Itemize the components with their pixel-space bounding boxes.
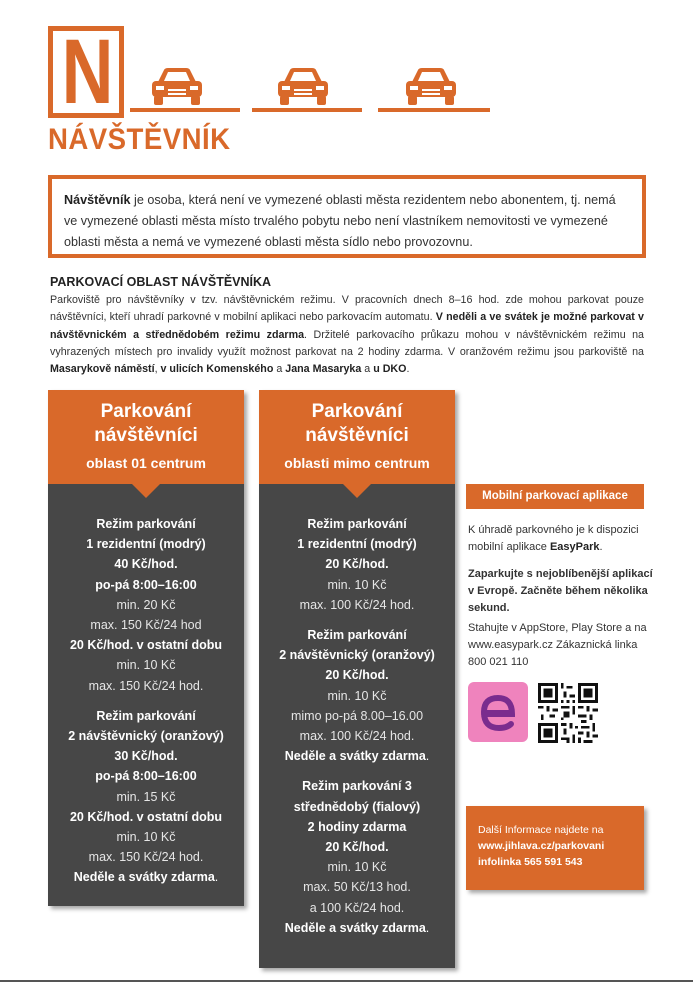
tariff-line: 20 Kč/hod.	[325, 840, 389, 855]
tariff-line: max. 150 Kč/24 hod	[90, 618, 202, 633]
tariff-line: 2 návštěvnický (oranžový)	[68, 729, 224, 744]
underline	[378, 108, 490, 112]
tariff-line: Neděle a svátky zdarma.	[284, 920, 430, 935]
panel-mimo-centrum	[259, 390, 455, 968]
tariff-line: 40 Kč/hod.	[114, 557, 178, 572]
tariff-line: Režim parkování 3	[302, 779, 412, 794]
car-icon	[276, 66, 330, 106]
tariff-line: a 100 Kč/24 hod.	[309, 900, 405, 915]
qr-code[interactable]	[538, 683, 598, 743]
page-title: NÁVŠTĚVNÍK	[48, 123, 231, 156]
underline	[130, 108, 240, 112]
tariff-line: po-pá 8:00–16:00	[95, 577, 197, 592]
panel-title: návštěvníci	[305, 425, 409, 446]
tariff-line: 30 Kč/hod.	[114, 749, 178, 764]
definition-box	[48, 175, 646, 258]
tariff-line: min. 10 Kč	[327, 688, 387, 703]
spacer	[263, 766, 451, 776]
panel-title: návštěvníci	[94, 425, 198, 446]
tariff-line: 2 hodiny zdarma	[307, 819, 407, 834]
tariff-line: Neděle a svátky zdarma.	[73, 870, 219, 885]
big-letter-logo: N	[48, 26, 124, 118]
tariff-line: min. 10 Kč	[116, 658, 176, 673]
underline	[252, 108, 362, 112]
app-intro: K úhradě parkovného je k dispozici mobilní aplikace EasyPark.	[468, 524, 639, 553]
tariff-line: 20 Kč/hod.	[325, 668, 389, 683]
tariff-line: max. 100 Kč/24 hod.	[299, 729, 415, 744]
bottom-rule	[0, 980, 693, 982]
car-icon	[404, 66, 458, 106]
panel-header	[259, 390, 455, 484]
panel-header	[48, 390, 244, 484]
info-phone: infolinka 565 591 543	[478, 856, 583, 868]
panel-body	[48, 484, 244, 898]
section-title: PARKOVACÍ OBLAST NÁVŠTĚVNÍKA	[50, 275, 272, 289]
tariff-line: min. 15 Kč	[116, 789, 176, 804]
tariff-line: max. 150 Kč/24 hod.	[88, 678, 204, 693]
info-link[interactable]: www.jihlava.cz/parkovani	[478, 840, 605, 852]
tariff-line: min. 10 Kč	[327, 577, 387, 592]
info-box	[466, 806, 644, 890]
panel-title: Parkování	[311, 401, 403, 422]
tariff-line: 20 Kč/hod. v ostatní dobu	[69, 638, 223, 653]
tariff-line: Režim parkování	[307, 628, 407, 643]
definition-text: je osoba, která není ve vymezené oblasti města rezidentem nebo abonentem, tj. nemá ve vymezené oblasti města místo trvalého pobytu nebo není vlastníkem nemovitosti ve vymezené oblasti města a nemá ve vymezené oblasti města sídlo nebo provozovnu.	[64, 193, 616, 249]
tariff-line: Režim parkování	[307, 517, 407, 531]
tariff-line: max. 100 Kč/24 hod.	[299, 597, 415, 612]
period: .	[425, 920, 430, 935]
tariff-line: střednědobý (fialový)	[293, 799, 421, 814]
easypark-logo[interactable]	[468, 682, 528, 742]
app-slogan: Zaparkujte s nejoblíbenější aplikací v Evropě. Začněte během několika sekund.	[468, 568, 653, 614]
panel-subtitle: oblasti mimo centrum	[284, 455, 430, 471]
tariff-line: min. 20 Kč	[116, 597, 176, 612]
spacer	[52, 696, 240, 706]
panel-title: Parkování	[100, 401, 192, 422]
tariff-line: 2 návštěvnický (oranžový)	[279, 648, 435, 663]
tariff-line: 1 rezidentní (modrý)	[86, 537, 206, 552]
section-paragraph: Parkoviště pro návštěvníky v tzv. návštěvnickém režimu. V pracovních dnech 8–16 hod. zde mohou parkovat pouze návštěvníci, kteří uhradí parkovné v mobilní aplikaci nebo parkovacím automatu. V neděli a ve svátek je možné parkovat v návštěvnickém a střednědobém režimu zdarma. Držitelé parkovacího průkazu mohou v návštěvnickém režimu na vyhrazených místech pro invalidy využít možnost parkovat na 2 hodiny zdarma. V oranžovém režimu jsou parkoviště na Masarykově náměstí, v ulicích Komenského a Jana Masaryka a u DKO.	[50, 294, 645, 376]
period: .	[425, 749, 430, 764]
tariff-line: max. 150 Kč/24 hod.	[88, 850, 204, 865]
spacer	[263, 615, 451, 625]
app-heading: Mobilní parkovací aplikace	[466, 484, 644, 509]
tariff-line: Neděle a svátky zdarma.	[284, 749, 430, 764]
tariff-line: Režim parkování	[96, 708, 196, 723]
panel-body	[259, 484, 455, 948]
tariff-line: po-pá 8:00–16:00	[95, 769, 197, 784]
panel-subtitle: oblast 01 centrum	[86, 455, 206, 471]
tariff-line: 1 rezidentní (modrý)	[297, 537, 417, 552]
info-text: Další Informace najdete na	[478, 824, 604, 836]
tariff-line: 20 Kč/hod. v ostatní dobu	[69, 809, 223, 824]
tariff-line: 20 Kč/hod.	[325, 557, 389, 572]
tariff-line: Režim parkování	[96, 517, 196, 531]
app-download-info: Stahujte v AppStore, Play Store a na www.easypark.cz Zákaznická linka 800 021 110	[468, 622, 647, 668]
tariff-line: mimo po-pá 8.00–16.00	[290, 708, 424, 723]
period: .	[214, 870, 219, 885]
tariff-line: max. 50 Kč/13 hod.	[303, 880, 411, 895]
tariff-line: min. 10 Kč	[327, 860, 387, 875]
tariff-line: min. 10 Kč	[116, 830, 176, 845]
definition-term: Návštěvník	[64, 193, 131, 207]
easypark-e-icon	[468, 682, 528, 742]
panel-centrum	[48, 390, 244, 906]
car-icon	[150, 66, 204, 106]
